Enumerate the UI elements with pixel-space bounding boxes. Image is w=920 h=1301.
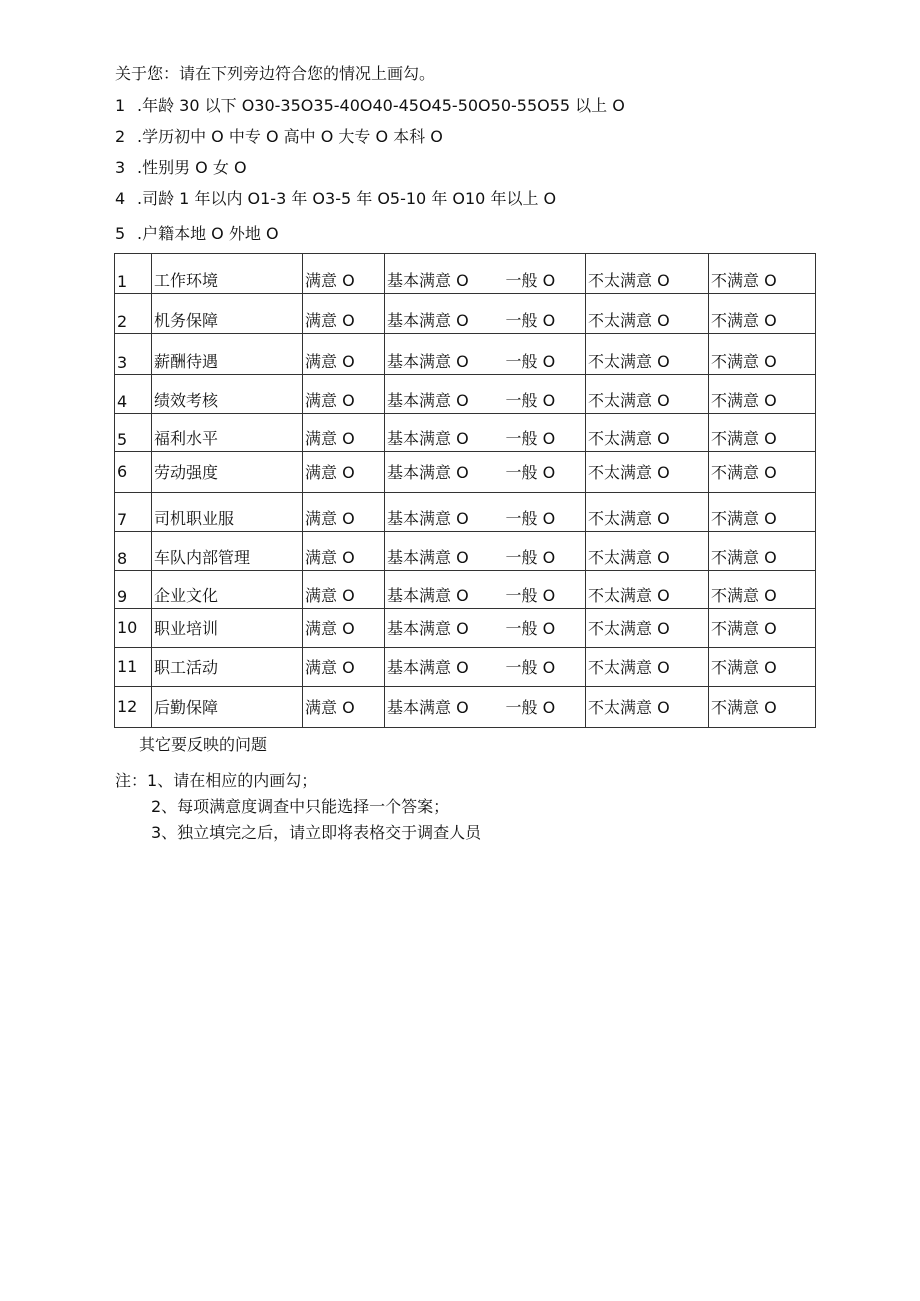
option-not-very-satisfied[interactable]: 不太满意 O — [586, 452, 709, 493]
option-satisfied[interactable]: 满意 O — [303, 334, 385, 375]
option-satisfied[interactable]: 满意 O — [303, 452, 385, 493]
table-row — [115, 609, 816, 648]
option-average[interactable] — [500, 254, 586, 294]
option-satisfied[interactable]: 满意 O — [303, 571, 385, 609]
note-item: 3、独立填完之后，请立即将表格交于调查人员 — [151, 823, 482, 842]
table-row — [115, 532, 816, 571]
question-text: .户籍本地 O 外地 O — [137, 224, 279, 243]
option-basically-satisfied[interactable]: 基本满意 O — [385, 571, 500, 609]
question-number: 2 — [115, 127, 126, 146]
option-average-label: 一般 O — [505, 697, 556, 717]
option-dissatisfied[interactable]: 不满意 O — [709, 532, 816, 571]
row-item: 劳动强度 — [152, 452, 303, 493]
option-dissatisfied[interactable]: 不满意 O — [709, 414, 816, 452]
option-satisfied[interactable]: 满意 O — [303, 254, 385, 294]
option-average[interactable] — [500, 609, 586, 648]
option-basically-satisfied[interactable]: 基本满意 O — [385, 493, 500, 532]
option-average-label: 一般 O — [505, 509, 556, 528]
option-average[interactable] — [500, 375, 586, 414]
option-basically-satisfied[interactable]: 基本满意 O — [385, 254, 500, 294]
question-text: .学历初中 O 中专 O 高中 O 大专 O 本科 O — [137, 127, 443, 146]
option-basically-satisfied[interactable]: 基本满意 O — [385, 648, 500, 687]
row-item: 薪酬待遇 — [152, 334, 303, 375]
option-dissatisfied[interactable]: 不满意 O — [709, 254, 816, 294]
option-average-label: 一般 O — [505, 311, 556, 330]
row-item: 职业培训 — [152, 609, 303, 648]
question-text: .年龄 30 以下 O30-35O35-40O40-45O45-50O50-55O55 以上 O — [137, 96, 625, 115]
row-number: 2 — [115, 294, 152, 334]
row-number: 8 — [115, 532, 152, 571]
note-item: 2、每项满意度调查中只能选择一个答案； — [151, 797, 450, 816]
question-seniority — [115, 189, 556, 209]
table-row — [115, 414, 816, 452]
row-item: 后勤保障 — [152, 687, 303, 728]
row-number: 3 — [115, 334, 152, 375]
row-number: 11 — [115, 648, 152, 687]
option-average[interactable] — [500, 493, 586, 532]
question-age — [115, 96, 625, 116]
question-number: 3 — [115, 158, 126, 177]
option-average-label: 一般 O — [505, 618, 556, 638]
question-text: .性别男 O 女 O — [137, 158, 247, 177]
option-average-label: 一般 O — [505, 462, 556, 482]
question-household — [115, 224, 279, 244]
question-number: 5 — [115, 224, 126, 243]
option-basically-satisfied[interactable]: 基本满意 O — [385, 414, 500, 452]
option-dissatisfied[interactable]: 不满意 O — [709, 294, 816, 334]
row-number: 5 — [115, 414, 152, 452]
option-basically-satisfied[interactable]: 基本满意 O — [385, 452, 500, 493]
option-not-very-satisfied[interactable]: 不太满意 O — [586, 375, 709, 414]
row-number: 9 — [115, 571, 152, 609]
option-not-very-satisfied[interactable]: 不太满意 O — [586, 493, 709, 532]
option-average[interactable] — [500, 334, 586, 375]
row-item: 福利水平 — [152, 414, 303, 452]
option-not-very-satisfied[interactable]: 不太满意 O — [586, 571, 709, 609]
option-not-very-satisfied[interactable]: 不太满意 O — [586, 254, 709, 294]
other-issues-label: 其它要反映的问题 — [139, 735, 268, 754]
question-number: 1 — [115, 96, 126, 115]
option-dissatisfied[interactable]: 不满意 O — [709, 493, 816, 532]
option-satisfied[interactable]: 满意 O — [303, 414, 385, 452]
question-text: .司龄 1 年以内 O1-3 年 O3-5 年 O5-10 年 O10 年以上 O — [137, 189, 557, 208]
note-row — [115, 820, 481, 846]
row-item: 工作环境 — [152, 254, 303, 294]
option-satisfied[interactable]: 满意 O — [303, 609, 385, 648]
option-dissatisfied[interactable]: 不满意 O — [709, 609, 816, 648]
option-average[interactable] — [500, 294, 586, 334]
option-dissatisfied[interactable]: 不满意 O — [709, 571, 816, 609]
option-not-very-satisfied[interactable]: 不太满意 O — [586, 532, 709, 571]
option-average[interactable] — [500, 687, 586, 728]
option-average-label: 一般 O — [505, 271, 556, 290]
option-not-very-satisfied[interactable]: 不太满意 O — [586, 414, 709, 452]
option-average-label: 一般 O — [505, 429, 556, 448]
option-not-very-satisfied[interactable]: 不太满意 O — [586, 609, 709, 648]
row-item: 企业文化 — [152, 571, 303, 609]
satisfaction-table — [114, 253, 816, 728]
option-basically-satisfied[interactable]: 基本满意 O — [385, 294, 500, 334]
row-item: 司机职业服 — [152, 493, 303, 532]
option-not-very-satisfied[interactable]: 不太满意 O — [586, 334, 709, 375]
option-average-label: 一般 O — [505, 548, 556, 567]
row-item: 绩效考核 — [152, 375, 303, 414]
question-number: 4 — [115, 189, 126, 208]
row-number: 12 — [115, 687, 152, 728]
row-number: 7 — [115, 493, 152, 532]
question-gender — [115, 158, 247, 178]
table-row — [115, 294, 816, 334]
note-row — [115, 794, 481, 820]
option-average-label: 一般 O — [505, 586, 556, 605]
table-row — [115, 452, 816, 493]
table-row — [115, 571, 816, 609]
option-average[interactable] — [500, 414, 586, 452]
note-row — [115, 768, 481, 794]
option-satisfied[interactable]: 满意 O — [303, 648, 385, 687]
option-dissatisfied[interactable]: 不满意 O — [709, 334, 816, 375]
intro-text: 关于您：请在下列旁边符合您的情况上画勾。 — [115, 64, 436, 83]
table-row — [115, 493, 816, 532]
option-dissatisfied[interactable]: 不满意 O — [709, 648, 816, 687]
option-not-very-satisfied[interactable]: 不太满意 O — [586, 648, 709, 687]
table-row — [115, 334, 816, 375]
option-not-very-satisfied[interactable]: 不太满意 O — [586, 687, 709, 728]
option-average[interactable] — [500, 452, 586, 493]
row-item: 车队内部管理 — [152, 532, 303, 571]
row-number: 6 — [115, 452, 152, 493]
option-basically-satisfied[interactable]: 基本满意 O — [385, 687, 500, 728]
row-number: 10 — [115, 609, 152, 648]
option-basically-satisfied[interactable]: 基本满意 O — [385, 609, 500, 648]
table-row — [115, 648, 816, 687]
option-average[interactable] — [500, 532, 586, 571]
notes-section — [115, 768, 481, 846]
table-row — [115, 375, 816, 414]
note-item: 1、请在相应的内画勾； — [147, 771, 318, 790]
option-not-very-satisfied[interactable]: 不太满意 O — [586, 294, 709, 334]
option-satisfied[interactable]: 满意 O — [303, 532, 385, 571]
table-row — [115, 687, 816, 728]
option-dissatisfied[interactable]: 不满意 O — [709, 687, 816, 728]
option-satisfied[interactable]: 满意 O — [303, 687, 385, 728]
question-education — [115, 127, 443, 147]
option-average[interactable] — [500, 571, 586, 609]
option-basically-satisfied[interactable]: 基本满意 O — [385, 334, 500, 375]
row-number: 1 — [115, 254, 152, 294]
option-average-label: 一般 O — [505, 657, 556, 677]
row-item: 机务保障 — [152, 294, 303, 334]
option-dissatisfied[interactable]: 不满意 O — [709, 375, 816, 414]
option-satisfied[interactable]: 满意 O — [303, 294, 385, 334]
notes-label: 注： — [115, 771, 148, 790]
option-average-label: 一般 O — [505, 391, 556, 410]
option-satisfied[interactable]: 满意 O — [303, 493, 385, 532]
row-item: 职工活动 — [152, 648, 303, 687]
option-satisfied[interactable]: 满意 O — [303, 375, 385, 414]
option-basically-satisfied[interactable]: 基本满意 O — [385, 532, 500, 571]
option-average-label: 一般 O — [505, 352, 556, 371]
option-dissatisfied[interactable]: 不满意 O — [709, 452, 816, 493]
row-number: 4 — [115, 375, 152, 414]
table-row — [115, 254, 816, 294]
option-average[interactable] — [500, 648, 586, 687]
option-basically-satisfied[interactable]: 基本满意 O — [385, 375, 500, 414]
